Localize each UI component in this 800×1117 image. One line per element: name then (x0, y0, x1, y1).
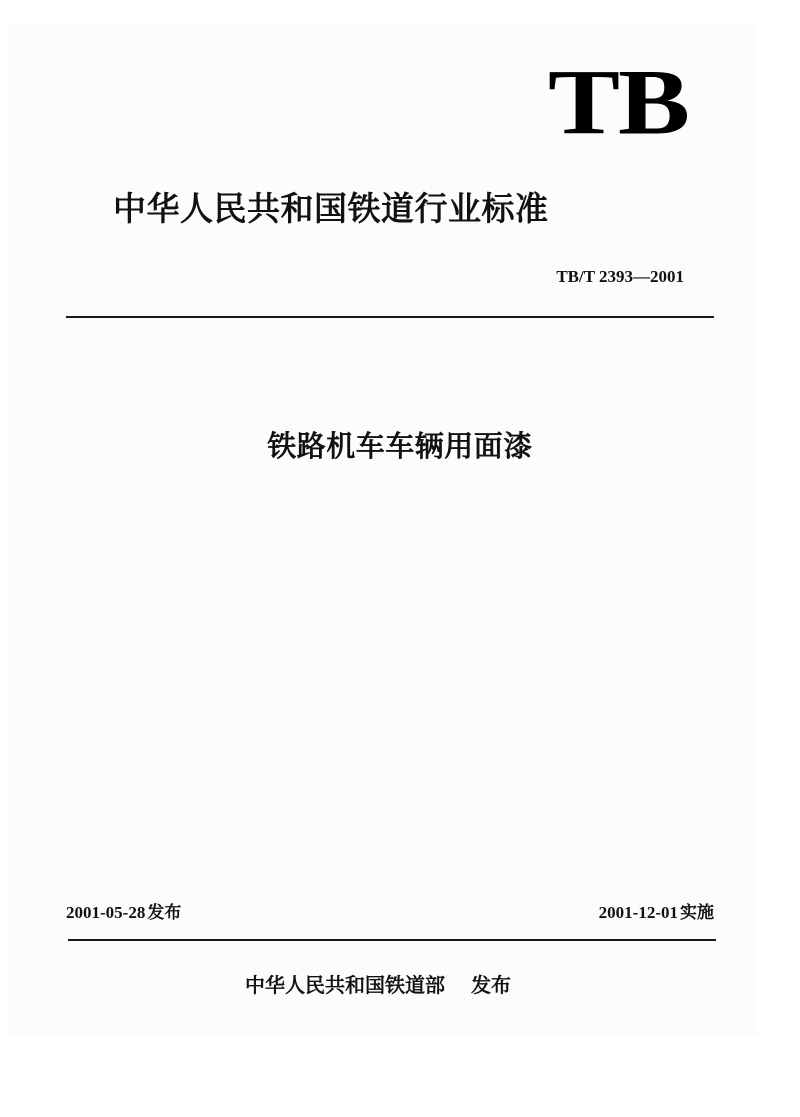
top-divider (66, 316, 714, 318)
standard-category: 中华人民共和国铁道行业标准 (113, 189, 549, 228)
publisher-action: 发布 (471, 973, 511, 997)
issue-date (66, 901, 181, 925)
implementation-date-label: 实施 (680, 903, 714, 923)
standard-number: TB/T 2393—2001 (556, 267, 684, 286)
implementation-date (599, 901, 714, 925)
implementation-date-value: 2001-12-01 (598, 903, 678, 922)
bottom-divider (68, 939, 716, 941)
publisher-line (245, 970, 511, 1000)
cover-page (8, 24, 758, 1036)
publisher-name: 中华人民共和国铁道部 (245, 973, 445, 997)
document-title: 铁路机车车辆用面漆 (267, 429, 533, 463)
issue-date-label: 发布 (147, 903, 182, 923)
tb-logo: TB (548, 51, 689, 155)
issue-date-value: 2001-05-28 (66, 903, 146, 922)
